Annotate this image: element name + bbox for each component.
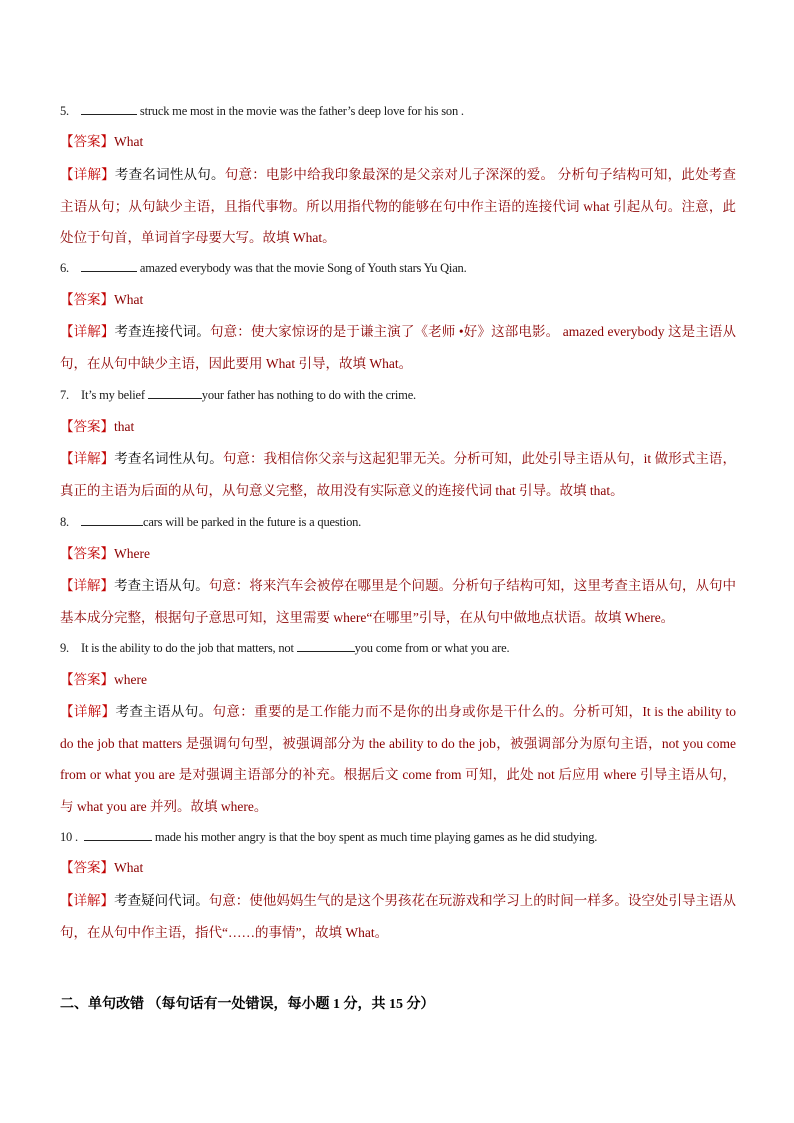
explanation-tag: 【详解】 bbox=[60, 578, 115, 593]
explanation-tag: 【详解】 bbox=[60, 704, 116, 719]
explanation-tag: 【详解】 bbox=[60, 451, 115, 466]
answer-tag: 【答案】 bbox=[60, 860, 114, 875]
question-number: 7. bbox=[60, 388, 69, 402]
answer-6 bbox=[60, 290, 736, 310]
question-8 bbox=[60, 512, 736, 532]
answer-value: that bbox=[114, 419, 135, 434]
answer-blank bbox=[297, 639, 355, 652]
answer-value: What bbox=[114, 134, 144, 149]
explanation-text: 句意：使他妈妈生气的是这个男孩花在玩游戏和学习上的时间一样多。设空处引导主语从句，在从句中作主语，指代“……的事情”，故填 What。 bbox=[60, 893, 737, 940]
answer-value: What bbox=[114, 292, 144, 307]
explanation-10 bbox=[60, 885, 736, 948]
question-number: 10 . bbox=[60, 830, 78, 844]
explanation-text: 句意：重要的是工作能力而不是你的出身或你是干什么的。分析可知，It is the ability to do the job that matters 是强调句句型，被强调部分为 the ability to do the job，被强调部分为原句主语，not you come from or what you are 是对强调主语部分的补充。根据后文 come from 可知，此处 not 后应用 where 引导主语从句，与 what you are 并列。故填 where。 bbox=[60, 704, 737, 814]
explanation-tag: 【详解】 bbox=[60, 324, 115, 339]
answer-tag: 【答案】 bbox=[60, 134, 114, 149]
explanation-head: 考查主语从句。 bbox=[115, 704, 213, 719]
question-text-after: made his mother angry is that the boy spent as much time playing games as he did studying. bbox=[151, 830, 598, 844]
explanation-tag: 【详解】 bbox=[60, 893, 115, 908]
explanation-head: 考查主语从句。 bbox=[114, 578, 209, 593]
question-text-before: It’s my belief bbox=[80, 388, 148, 402]
explanation-6 bbox=[60, 316, 736, 379]
answer-tag: 【答案】 bbox=[60, 292, 114, 307]
answer-blank bbox=[81, 259, 137, 272]
section-title: 二、单句改错 （每句话有一处错误，每小题 1 分，共 15 分） bbox=[60, 997, 435, 1012]
answer-blank bbox=[148, 386, 202, 399]
question-10 bbox=[60, 827, 736, 847]
explanation-head: 考查疑问代词。 bbox=[114, 893, 209, 908]
question-number: 8. bbox=[60, 515, 69, 529]
explanation-5 bbox=[60, 159, 736, 254]
question-text-before: It is the ability to do the job that matters, not bbox=[80, 641, 297, 655]
explanation-text: 句意：将来汽车会被停在哪里是个问题。分析句子结构可知，这里考查主语从句，从句中基本成分完整，根据句子意思可知，这里需要 where“在哪里”引导，在从句中做地点状语。故填 Where。 bbox=[60, 578, 737, 625]
question-number: 5. bbox=[60, 104, 69, 118]
answer-tag: 【答案】 bbox=[60, 419, 114, 434]
question-9 bbox=[60, 638, 736, 658]
answer-tag: 【答案】 bbox=[60, 546, 114, 561]
question-text-after: you come from or what you are. bbox=[354, 641, 510, 655]
answer-value: Where bbox=[114, 546, 150, 561]
question-number: 9. bbox=[60, 641, 69, 655]
explanation-head: 考查连接代词。 bbox=[114, 324, 210, 339]
answer-value: What bbox=[114, 860, 144, 875]
explanation-text: 句意：电影中给我印象最深的是父亲对儿子深深的爱。 分析句子结构可知，此处考查主语从句；从句缺少主语，且指代事物。所以用指代物的能够在句中作主语的连接代词 what 引起从句。注意，此处位于句首，单词首字母要大写。故填 What。 bbox=[60, 167, 737, 245]
answer-tag: 【答案】 bbox=[60, 672, 114, 687]
answer-blank bbox=[81, 102, 137, 115]
explanation-7 bbox=[60, 443, 736, 506]
answer-7 bbox=[60, 417, 736, 437]
answer-value: where bbox=[114, 672, 147, 687]
question-number: 6. bbox=[60, 261, 69, 275]
question-6 bbox=[60, 258, 736, 278]
question-7 bbox=[60, 385, 736, 405]
answer-10 bbox=[60, 858, 736, 878]
answer-blank bbox=[81, 513, 143, 526]
question-text-after: amazed everybody was that the movie Song of Youth stars Yu Qian. bbox=[136, 261, 467, 275]
question-text-after: cars will be parked in the future is a question. bbox=[142, 515, 362, 529]
answer-9 bbox=[60, 670, 736, 690]
explanation-text: 句意：我相信你父亲与这起犯罪无关。分析可知，此处引导主语从句，it 做形式主语，真正的主语为后面的从句，从句意义完整，故用没有实际意义的连接代词 that 引导。故填 that。 bbox=[60, 451, 736, 498]
question-5 bbox=[60, 101, 736, 121]
answer-5 bbox=[60, 132, 736, 152]
explanation-head: 考查名词性从句。 bbox=[114, 451, 223, 466]
explanation-tag: 【详解】 bbox=[60, 167, 115, 182]
explanation-8 bbox=[60, 570, 736, 633]
answer-8 bbox=[60, 544, 736, 564]
question-text-after: your father has nothing to do with the crime. bbox=[201, 388, 416, 402]
explanation-head: 考查名词性从句。 bbox=[114, 167, 225, 182]
explanation-9 bbox=[60, 696, 736, 822]
explanation-text: 句意：使大家惊讶的是于谦主演了《老师 •好》这部电影。 amazed everybody 这是主语从句，在从句中缺少主语，因此要用 What 引导，故填 What。 bbox=[60, 324, 737, 371]
answer-blank bbox=[84, 828, 152, 841]
question-text-after: struck me most in the movie was the father’s deep love for his son . bbox=[136, 104, 464, 118]
